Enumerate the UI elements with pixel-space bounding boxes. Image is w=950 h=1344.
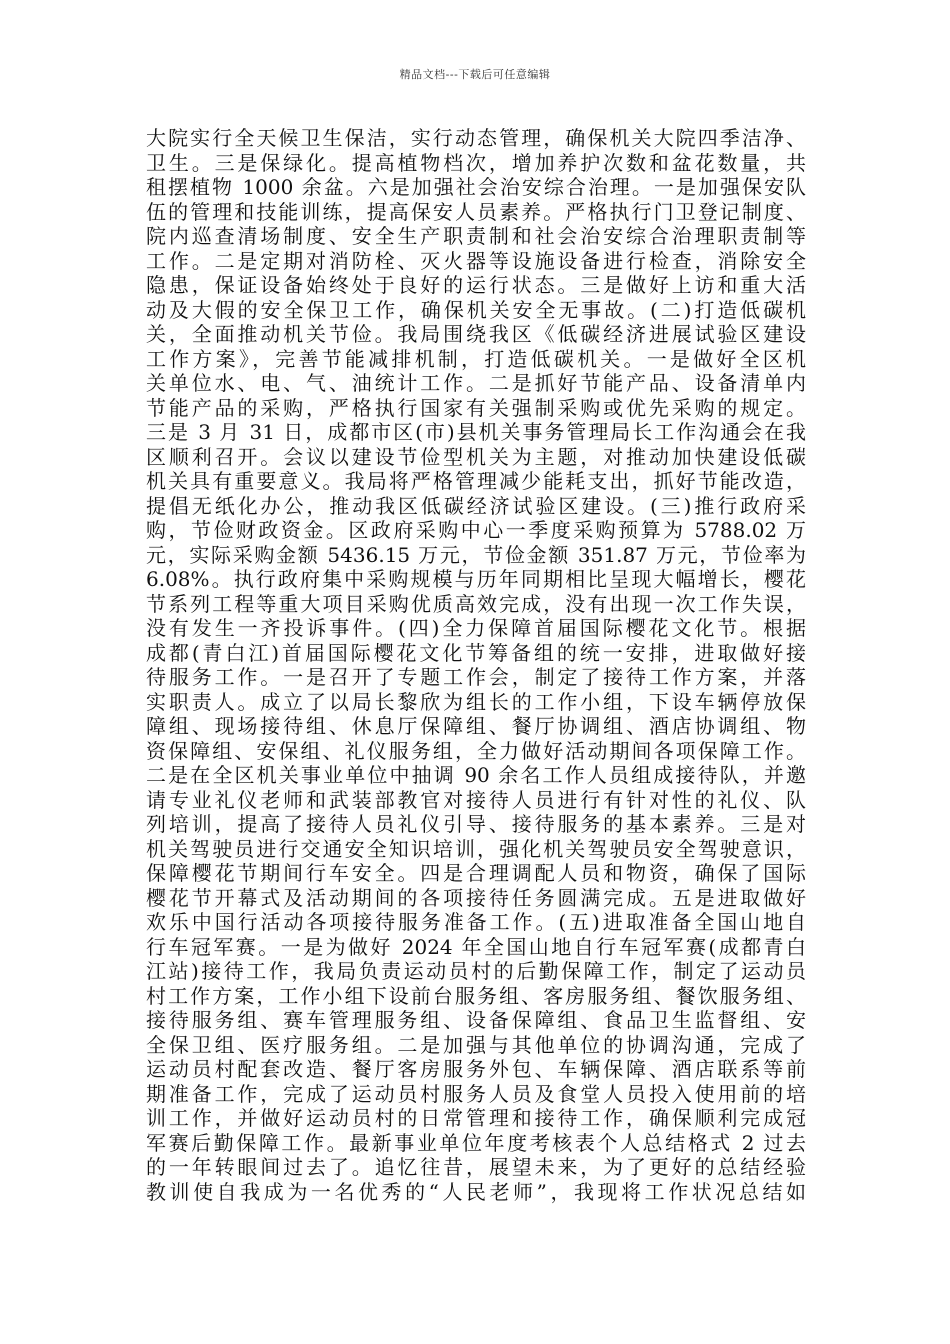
text-line: 伍的管理和技能训练，提高保安人员素养。严格执行门卫登记制度、 bbox=[146, 199, 806, 224]
text-line: 二是在全区机关事业单位中抽调 90 余名工作人员组成接待队，并邀 bbox=[146, 763, 806, 787]
text-line: 全保卫组、医疗服务组。二是加强与其他单位的协调沟通，完成了 bbox=[146, 1032, 806, 1057]
text-line: 工作。二是定期对消防栓、灭火器等设施设备进行检查，消除安全 bbox=[146, 248, 806, 273]
text-line: 行车冠军赛。一是为做好 2024 年全国山地自行车冠军赛(成都青白 bbox=[146, 934, 806, 959]
text-line: 三是 3 月 31 日，成都市区(市)县机关事务管理局长工作沟通会在我 bbox=[146, 420, 806, 444]
text-line: 训工作，并做好运动员村的日常管理和接待工作，确保顺利完成冠 bbox=[146, 1106, 806, 1130]
text-line: 关单位水、电、气、油统计工作。二是抓好节能产品、设备清单内 bbox=[146, 371, 806, 395]
text-line: 机关具有重要意义。我局将严格管理减少能耗支出，抓好节能改造， bbox=[146, 469, 806, 493]
text-line: 租摆植物 1000 余盆。六是加强社会治安综合治理。一是加强保安队 bbox=[146, 175, 806, 199]
text-line: 隐患，保证设备始终处于良好的运行状态。三是做好上访和重大活 bbox=[146, 273, 806, 297]
text-line: 接待服务组、赛车管理服务组、设备保障组、食品卫生监督组、安 bbox=[146, 1008, 806, 1032]
text-line: 的一年转眼间过去了。追忆往昔，展望未来，为了更好的总结经验 bbox=[146, 1155, 806, 1179]
text-line: 关，全面推动机关节俭。我局围绕我区《低碳经济进展试验区建设 bbox=[146, 322, 806, 346]
text-line: 村工作方案，工作小组下设前台服务组、客房服务组、餐饮服务组、 bbox=[146, 983, 806, 1008]
page-header: 精品文档---下载后可任意编辑 bbox=[399, 68, 551, 81]
text-line: 区顺利召开。会议以建设节俭型机关为主题，对推动加快建设低碳 bbox=[146, 444, 806, 469]
text-line: 资保障组、安保组、礼仪服务组，全力做好活动期间各项保障工作。 bbox=[146, 738, 806, 763]
text-line: 机关驾驶员进行交通安全知识培训，强化机关驾驶员安全驾驶意识， bbox=[146, 836, 806, 861]
text-line: 成都(青白江)首届国际樱花文化节筹备组的统一安排，进取做好接 bbox=[146, 640, 806, 665]
text-line: 待服务工作。一是召开了专题工作会，制定了接待工作方案，并落 bbox=[146, 665, 806, 689]
text-line: 列培训，提高了接待人员礼仪引导、接待服务的基本素养。三是对 bbox=[146, 812, 806, 836]
text-line: 保障樱花节期间行车安全。四是合理调配人员和物资，确保了国际 bbox=[146, 861, 806, 885]
text-line: 教训使自我成为一名优秀的“人民老师”，我现将工作状况总结如 bbox=[146, 1179, 806, 1204]
text-line: 购，节俭财政资金。区政府采购中心一季度采购预算为 5788.02 万 bbox=[146, 518, 806, 542]
text-line: 障组、现场接待组、休息厅保障组、餐厅协调组、酒店协调组、物 bbox=[146, 714, 806, 738]
text-line: 江站)接待工作，我局负责运动员村的后勤保障工作，制定了运动员 bbox=[146, 959, 806, 983]
text-line: 卫生。三是保绿化。提高植物档次，增加养护次数和盆花数量，共 bbox=[146, 150, 806, 175]
text-line: 军赛后勤保障工作。最新事业单位年度考核表个人总结格式 2 过去 bbox=[146, 1130, 806, 1155]
text-line: 请专业礼仪老师和武装部教官对接待人员进行有针对性的礼仪、队 bbox=[146, 787, 806, 812]
text-line: 运动员村配套改造、餐厅客房服务外包、车辆保障、酒店联系等前 bbox=[146, 1057, 806, 1081]
text-line: 节能产品的采购，严格执行国家有关强制采购或优先采购的规定。 bbox=[146, 395, 806, 420]
text-line: 樱花节开幕式及活动期间的各项接待任务圆满完成。五是进取做好 bbox=[146, 885, 806, 910]
body-text bbox=[146, 126, 806, 1204]
text-line: 实职责人。成立了以局长黎欣为组长的工作小组，下设车辆停放保 bbox=[146, 689, 806, 714]
text-line: 6.08%。执行政府集中采购规模与历年同期相比呈现大幅增长，樱花 bbox=[146, 567, 806, 591]
text-line: 提倡无纸化办公，推动我区低碳经济试验区建设。(三)推行政府采 bbox=[146, 493, 806, 518]
text-line: 院内巡查清场制度、安全生产职责制和社会治安综合治理职责制等 bbox=[146, 224, 806, 248]
text-line: 没有发生一齐投诉事件。(四)全力保障首届国际樱花文化节。根据 bbox=[146, 616, 806, 640]
text-line: 期准备工作，完成了运动员村服务人员及食堂人员投入使用前的培 bbox=[146, 1081, 806, 1106]
text-line: 元，实际采购金额 5436.15 万元，节俭金额 351.87 万元，节俭率为 bbox=[146, 542, 806, 567]
text-line: 大院实行全天候卫生保洁，实行动态管理，确保机关大院四季洁净、 bbox=[146, 126, 806, 150]
text-line: 工作方案》，完善节能减排机制，打造低碳机关。一是做好全区机 bbox=[146, 346, 806, 371]
text-line: 节系列工程等重大项目采购优质高效完成，没有出现一次工作失误， bbox=[146, 591, 806, 616]
text-line: 动及大假的安全保卫工作，确保机关安全无事故。(二)打造低碳机 bbox=[146, 297, 806, 322]
text-line: 欢乐中国行活动各项接待服务准备工作。(五)进取准备全国山地自 bbox=[146, 910, 806, 934]
